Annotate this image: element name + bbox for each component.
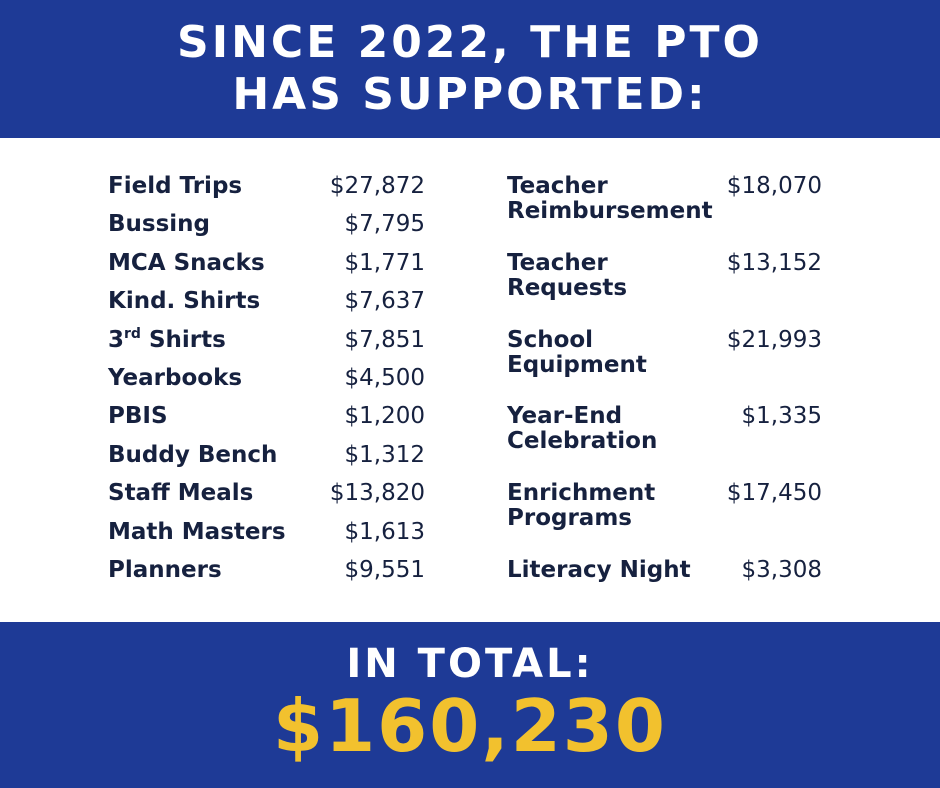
list-item [108,443,425,468]
item-amount: $1,613 [344,519,425,545]
list-item [108,212,425,237]
item-amount: $7,851 [344,327,425,353]
item-label: Teacher Requests [507,250,628,301]
item-amount: $21,993 [726,327,822,353]
item-label-text: Shirts [148,327,226,353]
list-item [507,481,822,533]
item-label-ordinal: rd [124,326,141,342]
list-item [507,558,822,583]
list-item [108,366,425,391]
item-label [108,328,226,353]
item-amount: $1,335 [741,403,822,429]
item-amount: $3,308 [741,557,822,583]
item-label: Kind. Shirts [108,288,261,314]
item-amount: $1,312 [344,442,425,468]
item-amount: $1,200 [344,403,425,429]
item-amount: $17,450 [726,480,822,506]
list-item [108,328,425,353]
item-amount: $27,872 [329,173,425,199]
support-list [0,138,940,622]
list-item [108,481,425,506]
item-label: Math Masters [108,519,286,545]
list-item [108,404,425,429]
item-label: Staff Meals [108,480,254,506]
total-label: IN TOTAL: [346,641,594,687]
item-label: PBIS [108,403,168,429]
page-title-line-1: SINCE 2022, THE PTO [177,17,763,68]
list-item [108,289,425,314]
list-item [507,251,822,303]
item-amount: $7,795 [344,211,425,237]
item-amount: $4,500 [344,365,425,391]
page-title-line-2: HAS SUPPORTED: [232,69,708,120]
item-label: Buddy Bench [108,442,278,468]
item-label: Yearbooks [108,365,243,391]
item-label: Literacy Night [507,557,691,583]
item-label: Teacher Reimbursement [507,173,713,224]
item-label: Enrichment Programs [507,480,656,531]
list-item [108,520,425,545]
item-amount: $13,820 [329,480,425,506]
item-label: School Equipment [507,327,647,378]
list-item [108,174,425,199]
total-value: $160,230 [272,684,668,768]
item-amount: $13,152 [726,250,822,276]
item-amount: $7,637 [344,288,425,314]
item-label: MCA Snacks [108,250,265,276]
list-item [108,251,425,276]
list-item [507,404,822,456]
list-item [507,328,822,380]
item-label: Field Trips [108,173,243,199]
item-label: Planners [108,557,222,583]
item-amount: $18,070 [726,173,822,199]
item-amount: $1,771 [344,250,425,276]
list-item [108,558,425,583]
list-item [507,174,822,226]
item-label: Bussing [108,211,211,237]
item-label: Year-End Celebration [507,403,658,454]
item-amount: $9,551 [344,557,425,583]
item-label-number: 3 [108,327,125,353]
